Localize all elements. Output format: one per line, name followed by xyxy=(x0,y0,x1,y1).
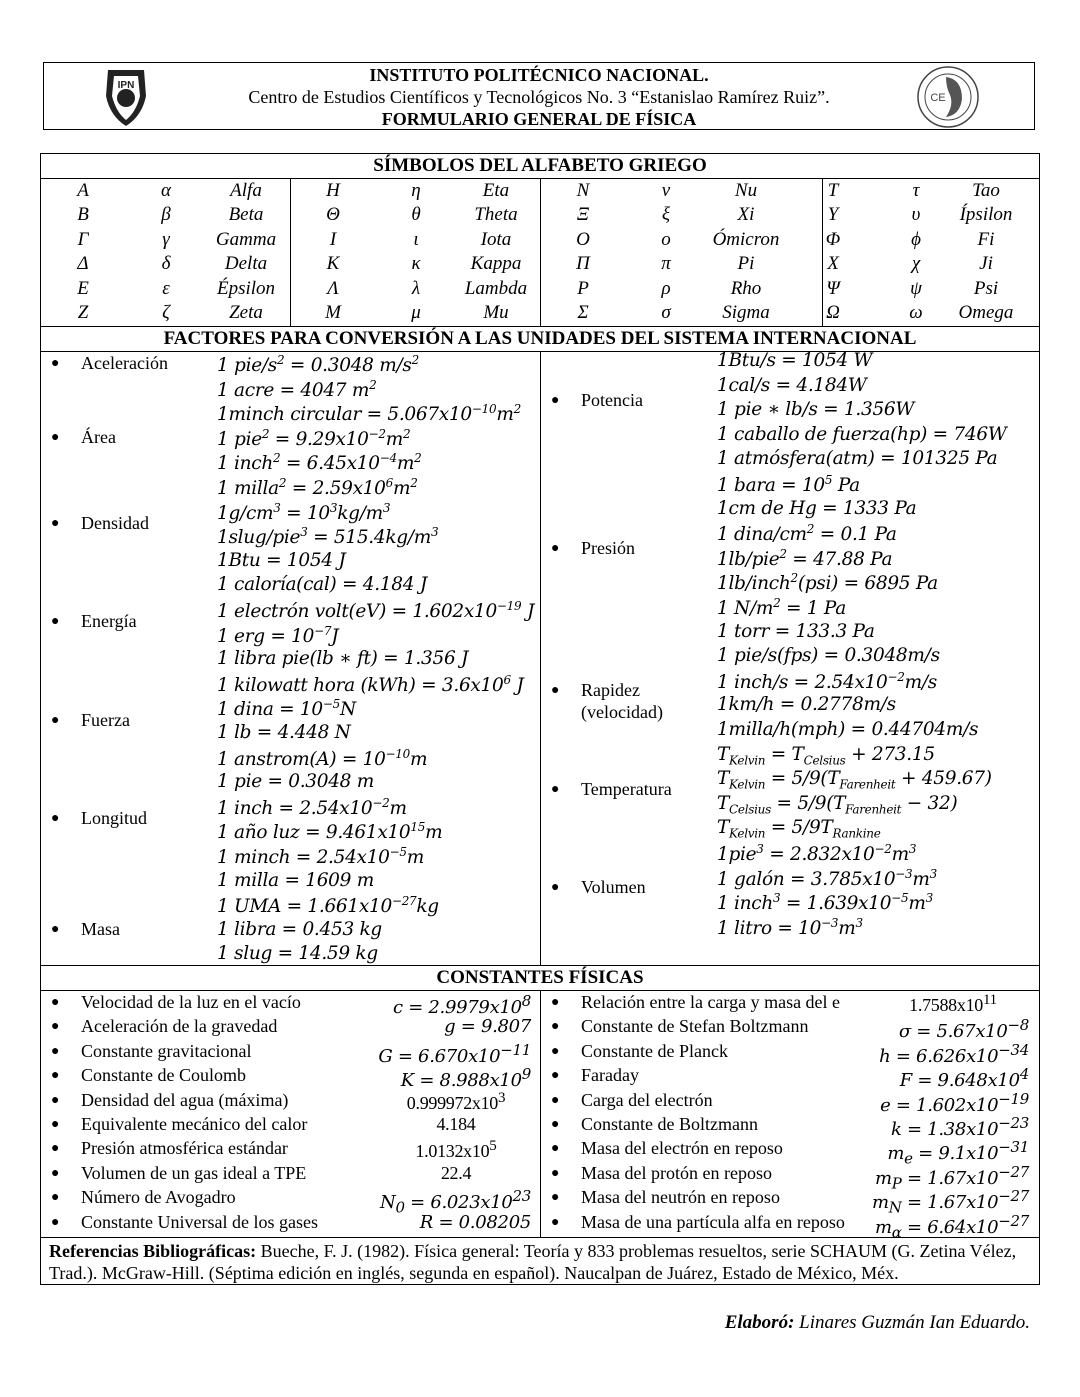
bullet: ● xyxy=(51,1019,60,1035)
conversion-factor: 1milla/h(mph) = 0.44704m/s xyxy=(717,719,979,740)
bullet: ● xyxy=(551,1190,560,1206)
formula-table xyxy=(40,153,1040,1285)
constant-name: Carga del electrón xyxy=(581,1089,713,1110)
constant-name: Constante Universal de los gases xyxy=(81,1211,318,1232)
greek-upper: Υ xyxy=(827,204,839,226)
conversion-factor: 1 inch/s = $2.54x10^{-2}m/s$ xyxy=(717,669,937,693)
conversion-factor: 1 anstrom(A) = $10^{-10}m$ xyxy=(217,746,428,770)
greek-lower: ζ xyxy=(162,302,170,323)
conversion-factor: 1 libra = 0.453 kg xyxy=(217,918,382,940)
references xyxy=(49,1240,1033,1284)
constants-title: CONSTANTES FÍSICAS xyxy=(436,967,644,988)
bullet: ● xyxy=(51,356,60,371)
greek-upper: Κ xyxy=(326,253,340,275)
conversion-category: Fuerza xyxy=(81,709,130,730)
conversion-factor: 1 inch$^2$ = $6.45x10^{-4}m^2$ xyxy=(217,451,422,475)
conversion-factor: 1 pie = 0.3048 m xyxy=(217,771,374,793)
bullet: ● xyxy=(51,1165,60,1181)
greek-name: Sigma xyxy=(722,302,770,323)
greek-lower: ρ xyxy=(661,277,671,299)
greek-upper: Λ xyxy=(327,277,339,299)
conversion-factor: 1 pie/$s^2 = 0.3048$ $m/s^2$ xyxy=(217,353,419,377)
bullet: ● xyxy=(51,515,60,531)
author-label: Elaboró: xyxy=(724,1312,795,1333)
conversion-factor: 1 pie/s(fps) = 0.3048m/s xyxy=(717,645,940,667)
greek-lower: μ xyxy=(411,302,421,323)
conversion-category: Energía xyxy=(81,611,137,632)
bullet: ● xyxy=(51,1141,60,1157)
constant-value: $\sigma = 5.67x10^{-8}$ xyxy=(898,1016,1029,1043)
greek-upper: Φ xyxy=(825,228,841,250)
greek-upper: Ξ xyxy=(576,204,590,226)
conversion-category: (velocidad) xyxy=(581,702,663,723)
constant-value: $F = 9.648x10^4$ xyxy=(899,1065,1029,1092)
greek-lower: η xyxy=(411,180,421,201)
greek-title: SÍMBOLOS DEL ALFABETO GRIEGO xyxy=(373,155,707,176)
constant-name: Número de Avogadro xyxy=(81,1187,236,1208)
constant-name: Volumen de un gas ideal a TPE xyxy=(81,1162,307,1183)
references-text: Bueche, F. J. (1982). Física general: Teoría y 833 problemas resueltos, serie SCHAUM (G. Zetina Vélez, Trad.). McGraw-Hill. (Séptima edición en inglés, segunda en español). Naucalpan de Juárez, Estado de México, Méx. xyxy=(49,1241,1017,1283)
conversion-category: Potencia xyxy=(581,389,643,410)
greek-name: Theta xyxy=(474,204,518,226)
greek-upper: Ε xyxy=(77,277,89,299)
greek-upper: Π xyxy=(576,253,590,275)
greek-upper: Ρ xyxy=(577,277,589,299)
conversion-factor: 1 galón = $3.785x10^{-3}m^3$ xyxy=(717,866,937,890)
conversion-factor: $1g/cm^3 = 10^3kg/m^3$ xyxy=(217,500,391,524)
bullet: ● xyxy=(551,392,560,408)
constant-name: Velocidad de la luz en el vacío xyxy=(81,992,301,1012)
conversion-factor: 1 inch$^3$ = $1.639x10^{-5}m^3$ xyxy=(717,891,933,915)
constant-name: Equivalente mecánico del calor xyxy=(81,1114,308,1134)
bullet: ● xyxy=(51,995,60,1010)
greek-lower: α xyxy=(161,180,171,201)
greek-lower: ν xyxy=(661,180,671,201)
greek-lower: τ xyxy=(912,180,920,201)
greek-name: Rho xyxy=(730,277,762,299)
constant-value: $m_e = 9.1x10^{-31}$ xyxy=(887,1138,1029,1168)
conversion-factor: 1 slug = 14.59 kg xyxy=(217,943,378,965)
conversion-factor: 1 atmósfera(atm) = 101325 Pa xyxy=(717,448,998,470)
bullet: ● xyxy=(551,683,560,699)
constant-value: 4.184 xyxy=(436,1114,476,1134)
conversion-factor: 1km/h = 0.2778m/s xyxy=(717,694,896,716)
conversion-factor: 1 bara = $10^5$ Pa xyxy=(717,473,860,497)
greek-upper: Δ xyxy=(77,253,89,275)
conversion-factor: 1 acre = 4047 $m^2$ xyxy=(217,377,377,401)
conversion-factor: 1 $pie^2 = 9.29x10^{-2}m^2$ xyxy=(217,426,411,450)
greek-name: Nu xyxy=(734,180,758,201)
constant-name: Constante de Planck xyxy=(581,1040,728,1061)
greek-lower: δ xyxy=(161,253,171,275)
author-name: Linares Guzmán Ian Eduardo. xyxy=(794,1312,1030,1333)
conversion-factor: $T_{Kelvin} = 5/9(T_{Farenheit} + 459.67)$ xyxy=(717,768,992,792)
constant-value: $m_P = 1.67x10^{-27}$ xyxy=(874,1162,1029,1193)
greek-upper: Μ xyxy=(325,302,341,323)
conversion-factor: 1Btu = 1054 J xyxy=(217,549,346,571)
constant-name: Constante gravitacional xyxy=(81,1040,252,1061)
greek-name: Xi xyxy=(737,204,755,226)
greek-name: Ji xyxy=(979,253,993,275)
greek-lower: ο xyxy=(661,228,671,250)
constant-value: $K = 8.988x10^9$ xyxy=(400,1065,531,1092)
references-label: Referencias Bibliográficas: xyxy=(49,1241,257,1261)
conversion-category: Longitud xyxy=(81,808,147,829)
conversion-factor: 1 litro = $10^{-3}m^3$ xyxy=(717,915,863,939)
greek-upper: Σ xyxy=(577,302,589,323)
constant-name: Masa del protón en reposo xyxy=(581,1162,772,1183)
bullet: ● xyxy=(51,1043,60,1059)
bullet: ● xyxy=(551,1117,560,1132)
greek-upper: Ν xyxy=(576,180,590,201)
greek-lower: ε xyxy=(162,277,170,299)
greek-upper: Ψ xyxy=(826,277,840,299)
greek-name: Kappa xyxy=(470,253,522,275)
constant-name: Presión atmosférica estándar xyxy=(81,1138,288,1159)
cecyt-seal-text: CE xyxy=(930,92,946,104)
conversion-factor: $T_{Celsius} = 5/9(T_{Farenheit} - 32)$ xyxy=(717,792,958,817)
school-name: Centro de Estudios Científicos y Tecnológicos No. 3 “Estanislao Ramírez Ruiz”. xyxy=(248,87,830,107)
greek-lower: ϕ xyxy=(911,228,921,250)
constant-name: Constante de Stefan Boltzmann xyxy=(581,1016,809,1037)
constant-name: Relación entre la carga y masa del e xyxy=(581,992,841,1012)
conversion-factor: 1 dina = $10^{-5}N$ xyxy=(217,697,356,721)
conversion-category: Densidad xyxy=(81,512,149,533)
greek-name: Ípsilon xyxy=(959,204,1013,226)
constant-name: Constante de Boltzmann xyxy=(581,1114,758,1134)
bullet: ● xyxy=(51,1214,60,1230)
bullet: ● xyxy=(551,1043,560,1059)
conversion-category: Rapidez xyxy=(581,680,640,701)
conversion-factor: 1 $N/m^2 = 1$ Pa xyxy=(717,596,846,620)
conversion-factor: 1 milla = 1609 m xyxy=(217,869,374,891)
constant-value: R = 0.08205 xyxy=(419,1211,531,1233)
greek-upper: Τ xyxy=(827,180,839,201)
conversion-factor: 1lb/pie$^2$ = 47.88 Pa xyxy=(717,546,893,570)
constant-value: $c = 2.9979x10^8$ xyxy=(393,992,531,1018)
greek-upper: Ζ xyxy=(77,302,89,323)
greek-lower: ψ xyxy=(910,277,922,299)
document-title: FORMULARIO GENERAL DE FÍSICA xyxy=(381,109,697,129)
conversion-factor: $T_{Kelvin} = 5/9T_{Rankine}$ xyxy=(717,817,881,842)
bullet: ● xyxy=(51,921,60,937)
constant-value: $1.7588x10^{11}$ xyxy=(909,992,997,1015)
bullet: ● xyxy=(551,540,560,556)
greek-lower: β xyxy=(161,204,171,226)
bullet: ● xyxy=(551,1068,560,1084)
constant-value: $m_N = 1.67x10^{-27}$ xyxy=(871,1187,1029,1217)
document-header xyxy=(43,62,1035,130)
conversion-factor: 1minch circular = $5.067x10^{-10}m^2$ xyxy=(217,402,521,426)
constant-name: Masa del neutrón en reposo xyxy=(581,1187,780,1208)
greek-upper: Β xyxy=(77,204,89,226)
conversion-category: Masa xyxy=(81,918,120,939)
constant-value: $0.999972x10^3$ xyxy=(406,1089,506,1113)
conversion-title: FACTORES PARA CONVERSIÓN A LAS UNIDADES DEL SISTEMA INTERNACIONAL xyxy=(163,328,917,349)
greek-name: Alfa xyxy=(230,180,262,201)
conversion-factor: 1 caloría(cal) = 4.184 J xyxy=(217,574,427,596)
bullet: ● xyxy=(51,1092,60,1108)
greek-upper: Γ xyxy=(77,228,89,250)
greek-name: Fi xyxy=(977,228,995,250)
constant-value: 22.4 xyxy=(440,1162,472,1183)
conversion-factor: 1 kilowatt hora $(kWh) = 3.6x10^6$ J xyxy=(217,672,524,696)
conversion-factor: 1 erg = $10^{-7}J$ xyxy=(217,623,339,647)
greek-name: Épsilon xyxy=(216,277,276,299)
ipn-logo-text: IPN xyxy=(117,80,135,91)
conversion-factor: 1cm de Hg = 1333 Pa xyxy=(717,497,917,519)
constant-value: $k = 1.38x10^{-23}$ xyxy=(890,1114,1029,1140)
bullet: ● xyxy=(51,1068,60,1084)
greek-upper: Α xyxy=(77,180,89,201)
author-credit xyxy=(725,1312,1030,1334)
institution-name: INSTITUTO POLITÉCNICO NACIONAL. xyxy=(369,65,709,85)
conversion-factor: 1slug/pie$^3$ = $515.4kg/m^3$ xyxy=(217,525,439,549)
greek-upper: Χ xyxy=(827,253,839,275)
bullet: ● xyxy=(51,429,60,445)
greek-upper: Η xyxy=(326,180,340,201)
greek-upper: Θ xyxy=(326,204,340,226)
greek-upper: Ι xyxy=(329,228,337,250)
constant-name: Faraday xyxy=(581,1065,639,1086)
constant-value: $h = 6.626x10^{-34}$ xyxy=(879,1040,1029,1067)
bullet: ● xyxy=(51,614,60,630)
greek-name: Iota xyxy=(480,228,512,250)
greek-name: Beta xyxy=(228,204,264,226)
conversion-factor: 1 dina/$cm^2 = 0.1$ Pa xyxy=(717,522,897,546)
conversion-factor: 1 torr = 133.3 Pa xyxy=(717,620,875,642)
greek-lower: ι xyxy=(413,228,419,250)
bullet: ● xyxy=(51,1190,60,1206)
greek-lower: λ xyxy=(411,277,421,299)
bullet: ● xyxy=(551,1214,560,1230)
greek-lower: ξ xyxy=(661,204,671,226)
conversion-category: Aceleración xyxy=(81,353,168,373)
conversion-category: Volumen xyxy=(581,876,646,897)
bullet: ● xyxy=(551,1092,560,1108)
conversion-factor: 1lb/inch$^2$(psi) = 6895 Pa xyxy=(717,571,938,595)
conversion-factor: 1 inch = $2.54x10^{-2}m$ xyxy=(217,795,407,819)
conversion-factor: 1 año luz = $9.461x10^{15}m$ xyxy=(217,820,443,844)
greek-name: Lambda xyxy=(464,277,528,299)
greek-lower: κ xyxy=(411,253,421,275)
greek-lower: χ xyxy=(911,253,921,275)
bullet: ● xyxy=(51,712,60,728)
constant-value: $e = 1.602x10^{-19}$ xyxy=(880,1089,1029,1116)
constant-name: Masa del electrón en reposo xyxy=(581,1138,783,1159)
conversion-factor: 1 pie ∗ lb/s = 1.356W xyxy=(717,399,915,421)
conversion-factor: 1 milla$^2$ = $2.59x10^6m^2$ xyxy=(217,476,418,500)
bullet: ● xyxy=(551,1165,560,1181)
greek-upper: Ω xyxy=(826,302,840,323)
constant-value: $N_0 = 6.023x10^{23}$ xyxy=(379,1187,531,1217)
greek-name: Eta xyxy=(482,180,510,201)
conversion-factor: 1cal/s = 4.184W xyxy=(717,374,867,396)
bullet: ● xyxy=(551,1141,560,1157)
greek-name: Gamma xyxy=(215,228,277,250)
greek-lower: υ xyxy=(911,204,921,226)
greek-name: Delta xyxy=(224,253,268,275)
greek-lower: ω xyxy=(909,302,923,323)
greek-name: Pi xyxy=(737,253,755,275)
cecyt-seal xyxy=(916,65,980,129)
bullet: ● xyxy=(551,995,560,1010)
conversion-factor: $1pie^3 = 2.832x10^{-2}m^3$ xyxy=(717,842,917,866)
bullet: ● xyxy=(551,1019,560,1035)
conversion-factor: 1 UMA = $1.661x10^{-27}kg$ xyxy=(217,894,439,918)
constant-value: $m_\alpha = 6.64x10^{-27}$ xyxy=(874,1211,1029,1242)
greek-name: Psi xyxy=(973,277,999,299)
bullet: ● xyxy=(51,1117,60,1132)
greek-lower: γ xyxy=(162,228,170,250)
conversion-category: Presión xyxy=(581,537,635,558)
bullet: ● xyxy=(551,879,560,895)
constant-value: g = 9.807 xyxy=(444,1016,531,1038)
greek-lower: π xyxy=(661,253,671,275)
greek-name: Tao xyxy=(972,180,1000,201)
bullet: ● xyxy=(51,811,60,827)
conversion-factor: 1 libra pie(lb ∗ ft) = 1.356 J xyxy=(217,648,469,670)
conversion-factor: 1 caballo de fuerza(hp) = 746W xyxy=(717,423,1007,445)
greek-name: Ómicron xyxy=(712,228,780,250)
bullet: ● xyxy=(551,781,560,797)
greek-lower: σ xyxy=(661,302,671,323)
conversion-factor: 1 lb = 4.448 N xyxy=(217,722,351,743)
conversion-factor: 1Btu/s = 1054 W xyxy=(717,350,873,371)
conversion-factor: $T_{Kelvin} = T_{Celsius} + 273.15$ xyxy=(717,743,935,768)
constant-name: Constante de Coulomb xyxy=(81,1065,246,1086)
constant-name: Densidad del agua (máxima) xyxy=(81,1089,289,1110)
greek-lower: θ xyxy=(411,204,421,226)
conversion-factor: 1 minch = $2.54x10^{-5}m$ xyxy=(217,845,424,869)
greek-upper: Ο xyxy=(576,228,590,250)
greek-name: Mu xyxy=(483,302,509,323)
conversion-category: Temperatura xyxy=(581,778,672,799)
conversion-factor: 1 electrón volt(eV) = $1.602x10^{-19}$ J xyxy=(217,599,535,623)
greek-name: Omega xyxy=(958,302,1014,323)
constant-name: Masa de una partícula alfa en reposo xyxy=(581,1211,845,1232)
constant-value: $G = 6.670x10^{-11}$ xyxy=(378,1040,531,1067)
constant-name: Aceleración de la gravedad xyxy=(81,1016,278,1037)
constant-value: $1.0132x10^5$ xyxy=(415,1138,497,1162)
greek-name: Zeta xyxy=(229,302,263,323)
conversion-category: Área xyxy=(81,426,116,447)
